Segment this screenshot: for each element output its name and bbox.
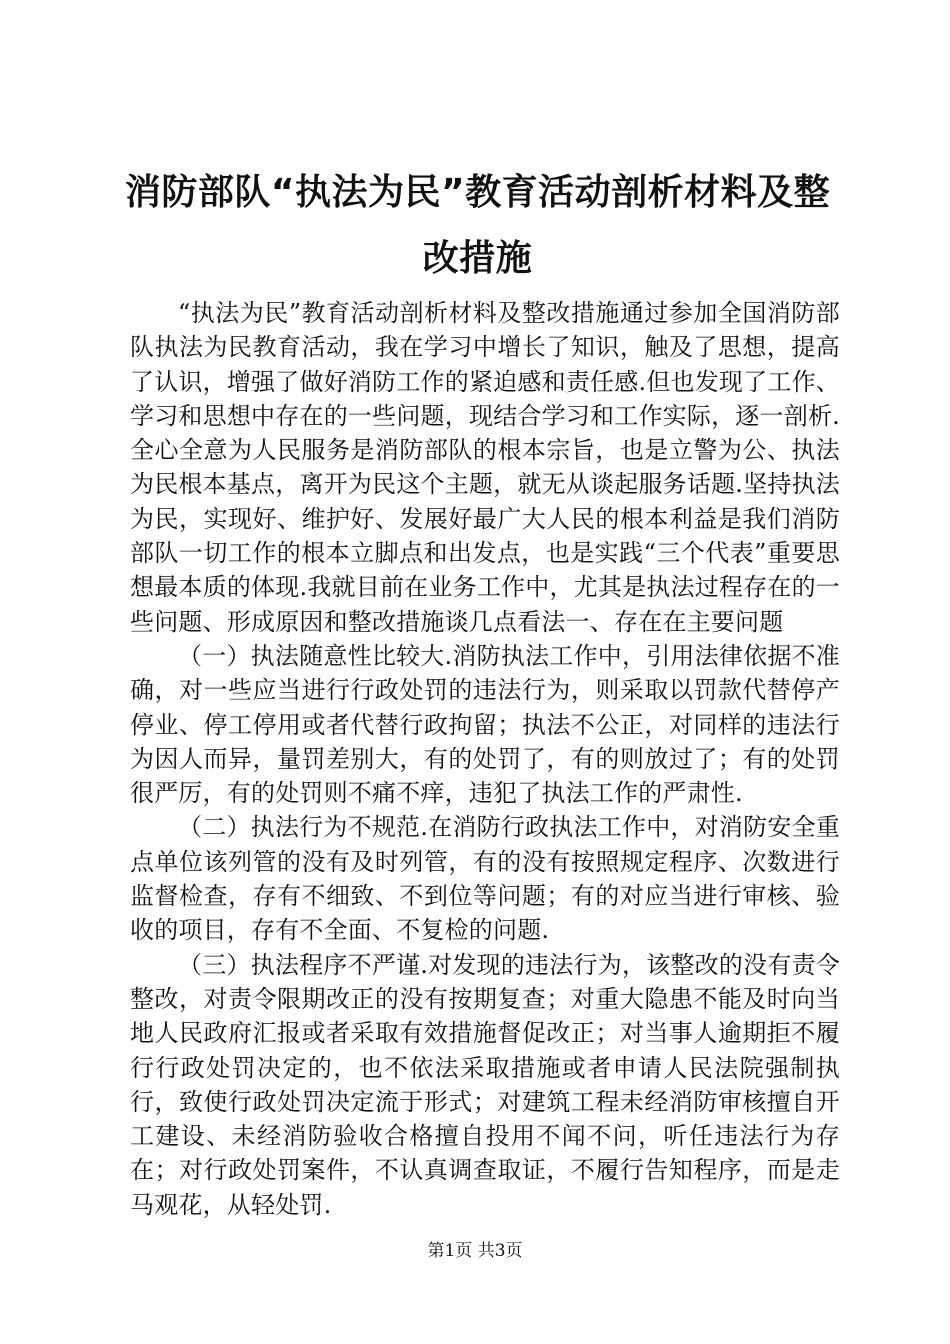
- paragraph-issue-3: （三）执法程序不严谨.对发现的违法行为，该整改的没有责令整改，对责令限期改正的没有按期复查；对重大隐患不能及时向当地人民政府汇报或者采取有效措施督促改正；对当事人逾期拒不履行行政处罚决定的，也不依法采取措施或者申请人民法院强制执行，致使行政处罚决定流于形式；对建筑工程未经消防审核擅自开工建设、未经消防验收合格擅自投用不闻不问，听任违法行为存在；对行政处罚案件，不认真调查取证，不履行告知程序，而是走马观花，从轻处罚.: [130, 950, 840, 1219]
- paragraph-issue-2: （二）执法行为不规范.在消防行政执法工作中，对消防安全重点单位该列管的没有及时列管，有的没有按照规定程序、次数进行监督检查，存有不细致、不到位等问题；有的对应当进行审核、验收的项目，存有不全面、不复检的问题.: [130, 813, 840, 945]
- document-title: 消防部队“执法为民”教育活动剖析材料及整改措施: [124, 172, 831, 279]
- paragraph-intro: “执法为民”教育活动剖析材料及整改措施通过参加全国消防部队执法为民教育活动，我在学习中增长了知识，触及了思想，提高了认识，增强了做好消防工作的紧迫感和责任感.但也发现了工作、学习和思想中存在的一些问题，现结合学习和工作实际，逐一剖析.全心全意为人民服务是消防部队的根本宗旨，也是立警为公、执法为民根本基点，离开为民这个主题，就无从谈起服务话题.坚持执法为民，实现好、维护好、发展好最广大人民的根本利益是我们消防部队一切工作的根本立脚点和出发点，也是实践“三个代表”重要思想最本质的体现.我就目前在业务工作中，尤其是执法过程存在的一些问题、形成原因和整改措施谈几点看法一、存在在主要问题: [130, 299, 840, 636]
- page-number-footer: 第1页 共3页: [427, 1241, 523, 1261]
- document-body: [130, 296, 840, 1222]
- paragraph-issue-1: （一）执法随意性比较大.消防执法工作中，引用法律依据不准确，对一些应当进行行政处罚的违法行为，则采取以罚款代替停产停业、停工停用或者代替行政拘留；执法不公正，对同样的违法行为因人而异，量罚差别大，有的处罚了，有的则放过了；有的处罚很严厉，有的处罚则不痛不痒，违犯了执法工作的严肃性.: [130, 641, 840, 808]
